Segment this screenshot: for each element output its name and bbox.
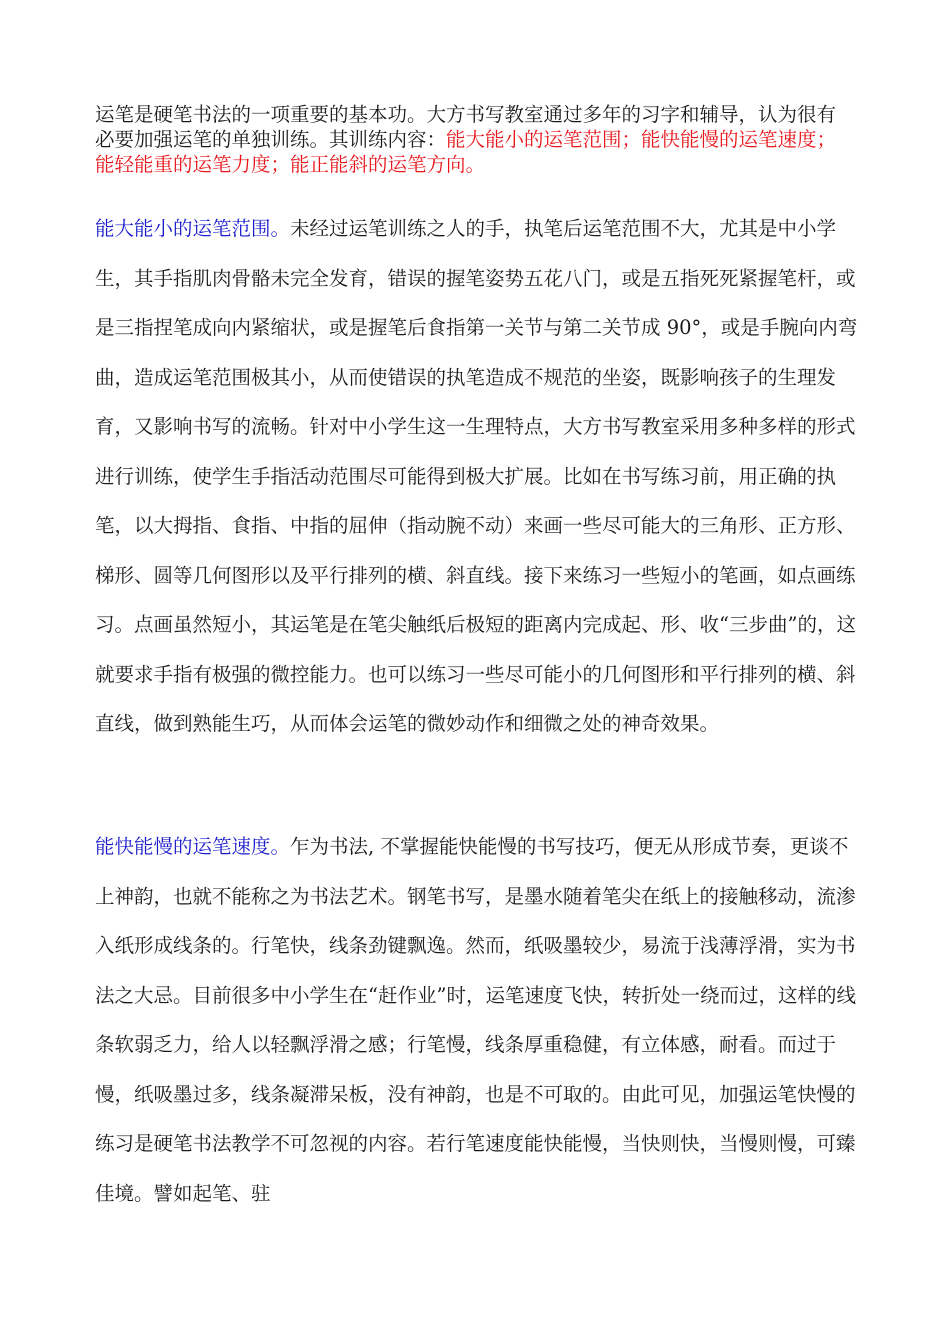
section-speed-paragraph — [95, 822, 860, 1218]
intro-paragraph — [95, 102, 855, 177]
section-speed-body: 乍为书法, 不掌握能快能慢的书写技巧，便无从形成节奏，更谈不上神韵，也就不能称之为书法艺术。钢笔书写，是墨水随着笔尖在纸上的接触移动，流渗入纸形成线条的。行笔快，线条劲键飘逸。然而，纸吸墨较少，易流于浅薄浮滑，实为书法之大忌。目前很多中小学生在“赶作业”时，运笔速度飞快，转折处一绕而过，这样的线条软弱乏力，给人以轻飘浮滑之感；行笔慢，线条厚重稳健，有立体感，耐看。而过于慢，纸吸墨过多，线条凝滞呆板，没有神韵，也是不可取的。由此可见，加强运笔快慢的练习是硬笔书法教学不可忽视的内容。若行笔速度能快能慢，当快则快，当慢则慢，可臻佳境。譬如起笔、驻 — [95, 835, 856, 1205]
intro-highlight: 能大能小的运笔范围；能快能慢的运笔速度；能轻能重的运笔力度；能正能斜的运笔方向。 — [95, 128, 837, 176]
section-range-paragraph — [95, 204, 860, 749]
section-range-body: 未经过运笔训练之人的手，执笔后运笔范围不大，尤其是中小学生，其手指肌肉骨骼未完全发育，错误的握笔姿势五花八门，或是五指死死紧握笔杆，或是三指捏笔成向内紧缩状，或是握笔后食指第一关节与第二关节成 90°，或是手腕向内弯曲，造成运笔范围极其小，从而使错误的执笔造成不规范的坐姿，既影响孩子的生理发育，又影响书写的流畅。针对中小学生这一生理特点，大方书写教室采用多种多样的形式进行训练，使学生手指活动范围尽可能得到极大扩展。比如在书写练习前，用正确的执笔，以大拇指、食指、中指的屈伸（指动腕不动）来画一些尽可能大的三角形、正方形、梯形、圆等几何图形以及平行排列的横、斜直线。接下来练习一些短小的笔画，如点画练习。点画虽然短小，其运笔是在笔尖触纸后极短的距离内完成起、形、收“三步曲”的，这就要求手指有极强的微控能力。也可以练习一些尽可能小的几何图形和平行排列的横、斜直线，做到熟能生巧，从而体会运笔的微妙动作和细微之处的神奇效果。 — [95, 217, 858, 735]
section-speed-heading: 能快能慢的运笔速度。 — [95, 835, 291, 858]
section-range-heading: 能大能小的运笔范围。 — [95, 217, 291, 240]
intro-text: 运笔是硬笔书法的一项重要的基本功。大方书写教室通过多年的习字和辅导，认为很有必要加强运笔的单独训练。其训练内容： — [95, 103, 837, 151]
